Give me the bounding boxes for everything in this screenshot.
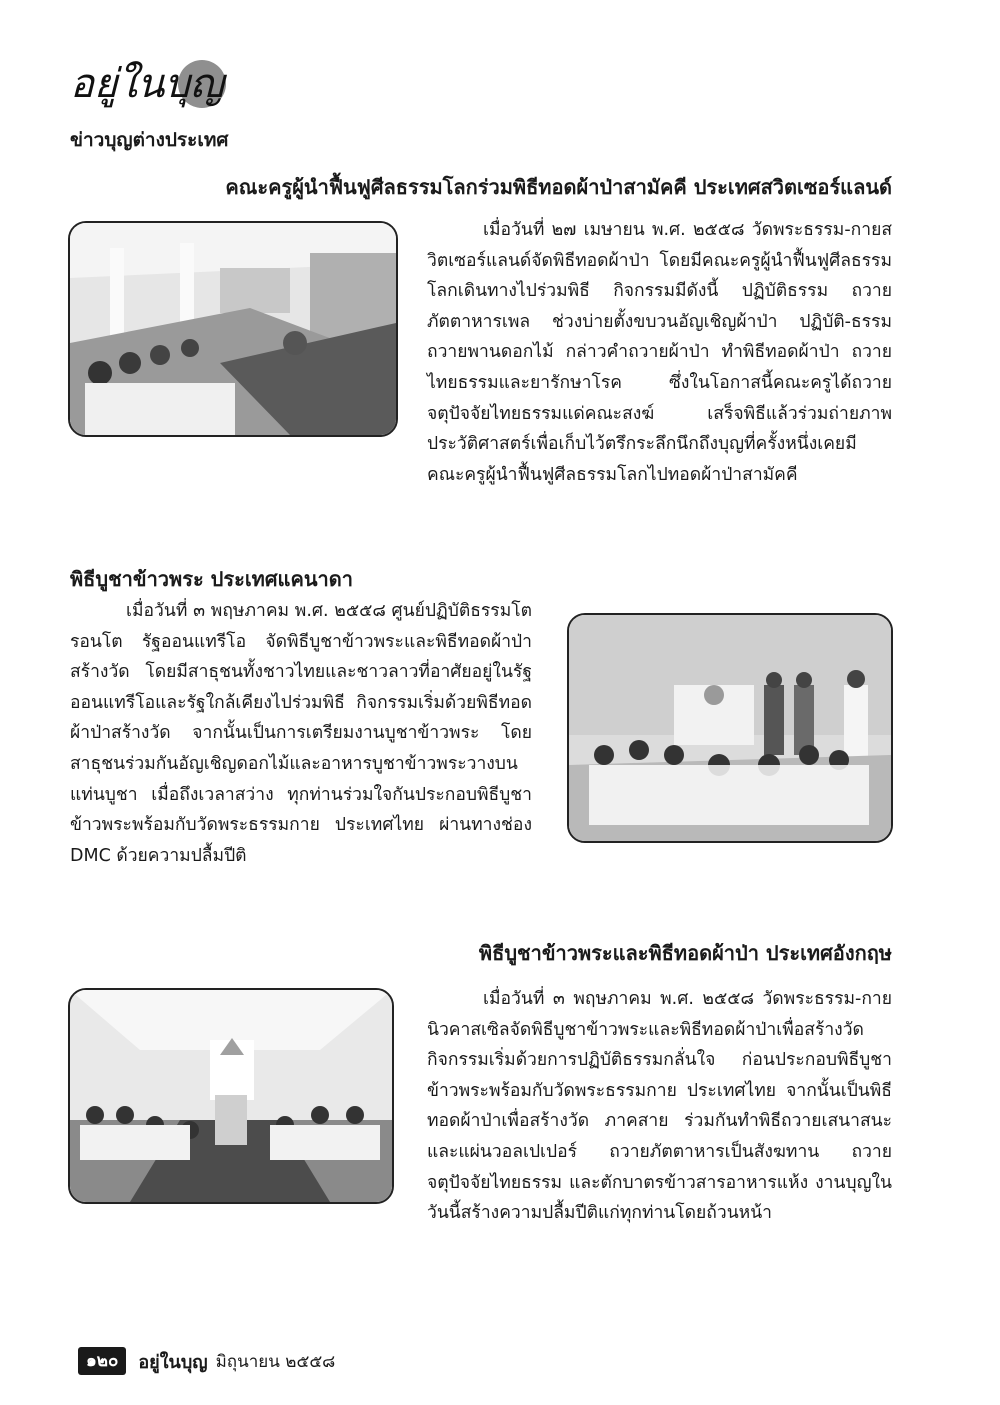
article-1-body: เมื่อวันที่ ๒๗ เมษายน พ.ศ. ๒๕๕๘ วัดพระธรรม-กายสวิตเซอร์แลนด์จัดพิธีทอดผ้าป่า โดยมีคณะครูผู้นำฟื้นฟูศีลธรรมโลกเดินทางไปร่วมพิธี กิจกรรมมีดังนี้ ปฏิบัติธรรม ถวายภัตตาหารเพล ช่วงบ่ายตั้งขบวนอัญเชิญผ้าป่า ปฏิบัติ-ธรรม ถวายพานดอกไม้ กล่าวคำถวายผ้าป่า ทำพิธีทอดผ้าป่า ถวายไทยธรรมและยารักษาโรค ซึ่งในโอกาสนี้คณะครูได้ถวายจตุปัจจัยไทยธรรมแด่คณะสงฆ์ เสร็จพิธีแล้วร่วมถ่ายภาพประวัติศาสตร์เพื่อเก็บไว้ตรึกระลึกนึกถึงบุญที่ครั้งหนึ่งเคยมีคณะครูผู้นำฟื้นฟูศีลธรรมโลกไปทอดผ้าป่าสามัคคี bbox=[427, 220, 892, 485]
article-2-body: เมื่อวันที่ ๓ พฤษภาคม พ.ศ. ๒๕๕๘ ศูนย์ปฏิบัติธรรมโตรอนโต รัฐออนแทรีโอ จัดพิธีบูชาข้าวพระและพิธีทอดผ้าป่าสร้างวัด โดยมีสาธุชนทั้งชาวไทยและชาวลาวที่อาศัยอยู่ในรัฐออนแทรีโอและรัฐใกล้เคียงไปร่วมพิธี กิจกรรมเริ่มด้วยพิธีทอดผ้าป่าสร้างวัด จากนั้นเป็นการเตรียมงานบูชาข้าวพระ โดยสาธุชนร่วมกันอัญเชิญดอกไม้และอาหารบูชาข้าวพระวางบนแท่นบูชา เมื่อถึงเวลาสว่าง ทุกท่านร่วมใจกันประกอบพิธีบูชาข้าวพระพร้อมกับวัดพระธรรมกาย ประเทศไทย ผ่านทางช่อง DMC ด้วยความปลื้มปีติ bbox=[70, 601, 532, 866]
article-3-body: เมื่อวันที่ ๓ พฤษภาคม พ.ศ. ๒๕๕๘ วัดพระธรรม-กายนิวคาสเซิลจัดพิธีบูชาข้าวพระและพิธีทอดผ้าป่าเพื่อสร้างวัด กิจกรรมเริ่มด้วยการปฏิบัติธรรมกลั่นใจ ก่อนประกอบพิธีบูชาข้าวพระพร้อมกับวัดพระธรรมกาย ประเทศไทย จากนั้นเป็นพิธีทอดผ้าป่าเพื่อสร้างวัด ภาคสาย ร่วมกันทำพิธีถวายเสนาสนะและแผ่นวอลเปเปอร์ ถวายภัตตาหารเป็นสังฆทาน ถวายจตุปัจจัยไทยธรรม และตักบาตรข้าวสารอาหารแห้ง งานบุญในวันนี้สร้างความปลื้มปีติแก่ทุกท่านโดยถ้วนหน้า bbox=[427, 989, 892, 1224]
article-1-title: คณะครูผู้นำฟื้นฟูศีลธรรมโลกร่วมพิธีทอดผ้าป่าสามัคคี ประเทศสวิตเซอร์แลนด์ bbox=[225, 175, 892, 199]
footer-issue: มิถุนายน ๒๕๕๘ bbox=[215, 1351, 336, 1372]
article-2-title: พิธีบูชาข้าวพระ ประเทศแคนาดา bbox=[70, 567, 353, 591]
article-1-photo bbox=[68, 221, 398, 437]
magazine-logo bbox=[70, 58, 230, 126]
article-3-title: พิธีบูชาข้าวพระและพิธีทอดผ้าป่า ประเทศอังกฤษ bbox=[478, 941, 892, 965]
section-label: ข่าวบุญต่างประเทศ bbox=[70, 129, 229, 151]
footer-magazine-name: อยู่ในบุญ bbox=[138, 1351, 208, 1373]
article-2-photo bbox=[567, 613, 893, 843]
page-number: ๑๒๐ bbox=[78, 1347, 126, 1375]
page-footer bbox=[78, 1346, 335, 1376]
logo-text: อยู่ในบุญ bbox=[70, 61, 224, 107]
article-3-photo bbox=[68, 988, 394, 1204]
